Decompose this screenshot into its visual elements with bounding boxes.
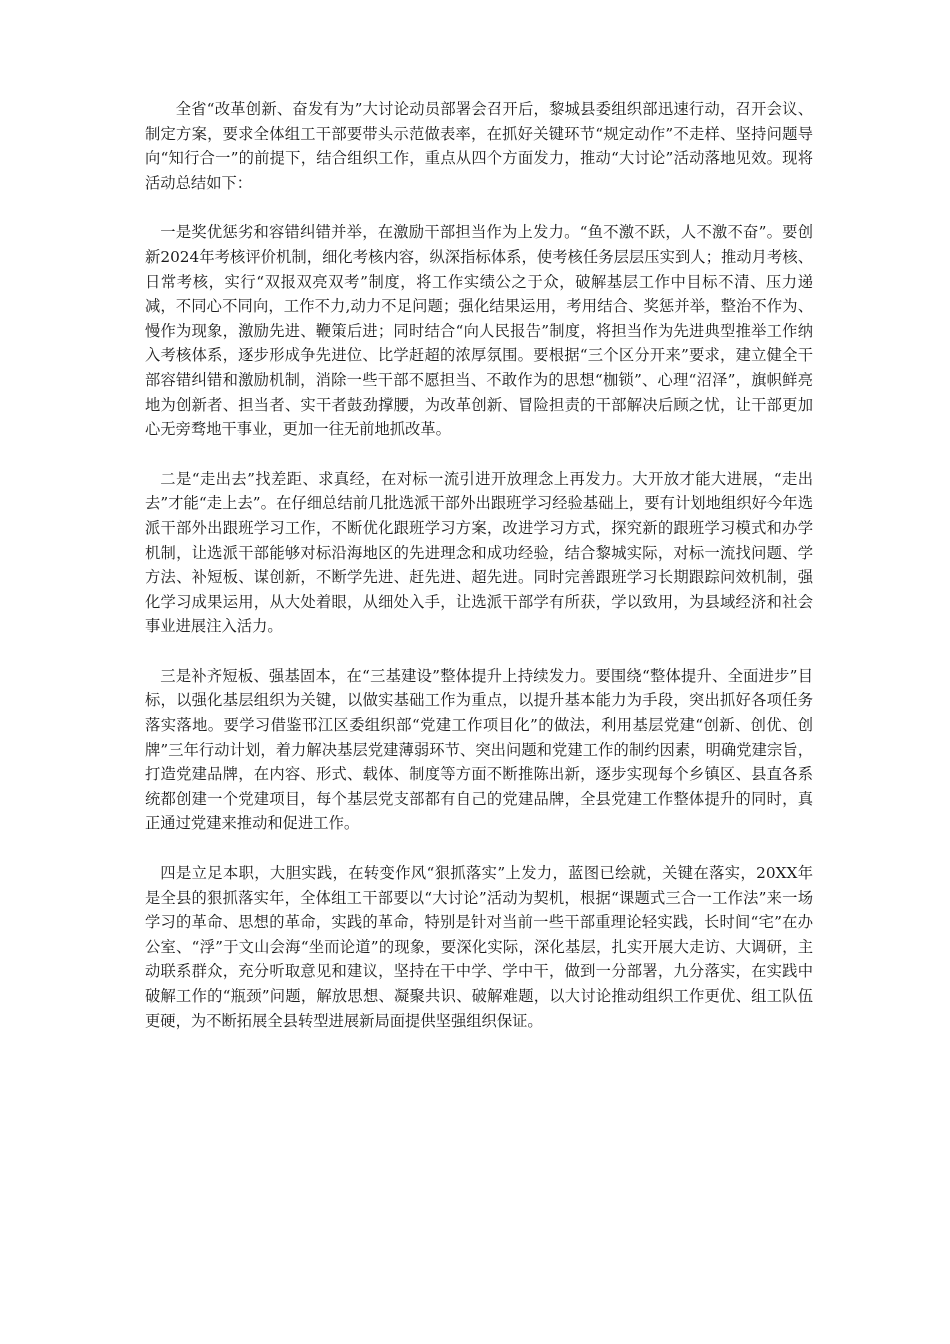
document-body [145, 97, 813, 1058]
section-four-paragraph: 四是立足本职，大胆实践，在转变作风“狠抓落实”上发力，蓝图已绘就，关键在落实，20XX年是全县的狠抓落实年，全体组工干部要以“大讨论”活动为契机，根据“课题式三合一工作法”来一场学习的革命、思想的革命，实践的革命，特别是针对当前一些干部重理论轻实践，长时间“宅”在办公室、“浮”于文山会海“坐而论道”的现象，要深化实际，深化基层，扎实开展大走访、大调研，主动联系群众，充分听取意见和建议，坚持在干中学、学中干，做到一分部署，九分落实，在实践中破解工作的“瓶颈”问题，解放思想、凝聚共识、破解难题，以大讨论推动组织工作更优、组工队伍更硬，为不断拓展全县转型进展新局面提供坚强组织保证。 [145, 864, 813, 1030]
section-two-paragraph: 二是“走出去”找差距、求真经，在对标一流引进开放理念上再发力。大开放才能大进展，“走出去”才能“走上去”。在仔细总结前几批选派干部外出跟班学习经验基础上，要有计划地组织好今年选派干部外出跟班学习工作，不断优化跟班学习方案，改进学习方式，探究新的跟班学习模式和办学机制，让选派干部能够对标沿海地区的先进理念和成功经验，结合黎城实际，对标一流找问题、学方法、补短板、谋创新，不断学先进、赶先进、超先进。同时完善跟班学习长期跟踪问效机制，强化学习成果运用，从大处着眼，从细处入手，让选派干部学有所获，学以致用，为县域经济和社会事业进展注入活力。 [145, 469, 813, 636]
section-three-paragraph: 三是补齐短板、强基固本，在“三基建设”整体提升上持续发力。要围绕“整体提升、全面进步”目标，以强化基层组织为关键，以做实基础工作为重点，以提升基本能力为手段，突出抓好各项任务落实落地。要学习借鉴邗江区委组织部“党建工作项目化”的做法，利用基层党建“创新、创优、创牌”三年行动计划，着力解决基层党建薄弱环节、突出问题和党建工作的制约因素，明确党建宗旨，打造党建品牌，在内容、形式、载体、制度等方面不断推陈出新，逐步实现每个乡镇区、县直各系统都创建一个党建项目，每个基层党支部都有自己的党建品牌，全县党建工作整体提升的同时，真正通过党建来推动和促进工作。 [145, 666, 813, 833]
intro-paragraph: 全省“改革创新、奋发有为”大讨论动员部署会召开后，黎城县委组织部迅速行动，召开会议、制定方案，要求全体组工干部要带头示范做表率，在抓好关键环节“规定动作”不走样、坚持问题导向“知行合一”的前提下，结合组织工作，重点从四个方面发力，推动“大讨论”活动落地见效。现将活动总结如下： [145, 100, 813, 192]
section-one-paragraph: 一是奖优惩劣和容错纠错并举，在激励干部担当作为上发力。“鱼不激不跃，人不激不奋”。要创新2024年考核评价机制，细化考核内容，纵深指标体系，使考核任务层层压实到人；推动月考核、日常考核，实行“双报双亮双考”制度，将工作实绩公之于众，破解基层工作中目标不清、压力递减，不同心不同向，工作不力,动力不足问题；强化结果运用，考用结合、奖惩并举，整治不作为、慢作为现象，激励先进、鞭策后进；同时结合“向人民报告”制度，将担当作为先进典型推举工作纳入考核体系，逐步形成争先进位、比学赶超的浓厚氛围。要根据“三个区分开来”要求，建立健全干部容错纠错和激励机制，消除一些干部不愿担当、不敢作为的思想“枷锁”、心理“沼泽”，旗帜鲜亮地为创新者、担当者、实干者鼓劲撑腰，为改革创新、冒险担责的干部解决后顾之忧，让干部更加心无旁骛地干事业，更加一往无前地抓改革。 [145, 223, 813, 439]
